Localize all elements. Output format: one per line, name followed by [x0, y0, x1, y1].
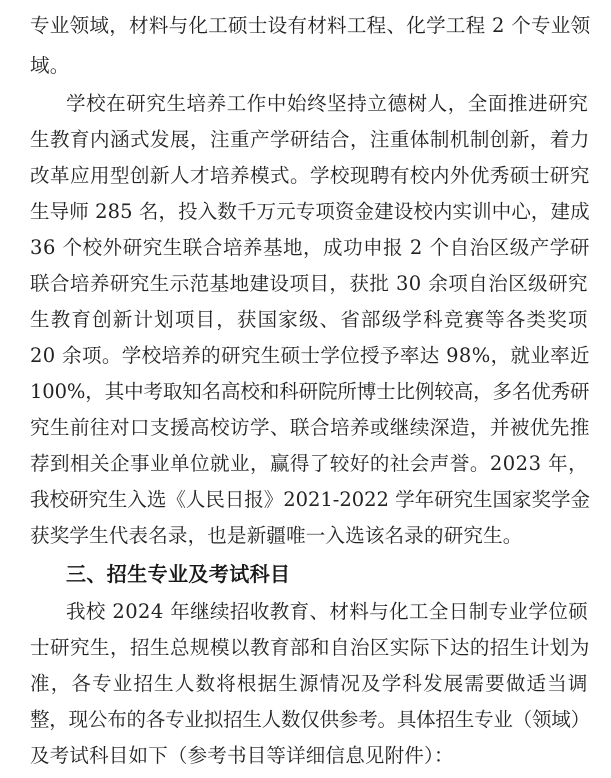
paragraph-3-line-1: 我校 2024 年继续招收教育、材料与化工全日制专业学位硕: [66, 600, 589, 623]
paragraph-2-line-11: 荐到相关企事业单位就业，赢得了较好的社会声誉。2023 年，: [30, 452, 589, 475]
paragraph-1-line-1: 专业领域，材料与化工硕士设有材料工程、化学工程 2 个专业领: [30, 14, 590, 37]
paragraph-2-line-5: 36 个校外研究生联合培养基地，成功申报 2 个自治区级产学研: [30, 236, 590, 259]
paragraph-2-line-13: 获奖学生代表名录，也是新疆唯一入选该名录的研究生。: [30, 524, 523, 547]
paragraph-3-line-2: 士研究生，招生总规模以教育部和自治区实际下达的招生计划为: [30, 636, 590, 659]
paragraph-2-line-4: 生导师 285 名，投入数千万元专项资金建设校内实训中心，建成: [30, 200, 590, 223]
paragraph-3-line-3: 准，各专业招生人数将根据生源情况及学科发展需要做适当调: [30, 672, 589, 695]
paragraph-2-line-2: 生教育内涵式发展，注重产学研结合，注重体制机制创新，着力: [30, 128, 590, 151]
paragraph-2-line-8: 20 余项。学校培养的研究生硕士学位授予率达 98%，就业率近: [30, 344, 590, 367]
paragraph-3-line-5: 及考试科目如下（参考书目等详细信息见附件）：: [30, 744, 454, 767]
paragraph-2-line-3: 改革应用型创新人才培养模式。学校现聘有校内外优秀硕士研究: [30, 164, 590, 187]
paragraph-2-line-1: 学校在研究生培养工作中始终坚持立德树人，全面推进研究: [66, 92, 589, 115]
section-heading: 三、招生专业及考试科目: [66, 562, 291, 586]
paragraph-2-line-7: 生教育创新计划项目，获国家级、省部级学科竞赛等各类奖项: [30, 308, 589, 331]
paragraph-2-line-9: 100%，其中考取知名高校和科研院所博士比例较高，多名优秀研: [30, 380, 590, 403]
paragraph-2-line-10: 究生前往对口支援高校访学、联合培养或继续深造，并被优先推: [30, 416, 590, 439]
paragraph-1-line-2: 域。: [30, 54, 70, 77]
paragraph-3-line-4: 整，现公布的各专业拟招生人数仅供参考。具体招生专业（领域）: [30, 708, 590, 731]
paragraph-2-line-6: 联合培养研究生示范基地建设项目，获批 30 余项自治区级研究: [30, 272, 589, 295]
paragraph-2-line-12: 我校研究生入选《人民日报》2021-2022 学年研究生国家奖学金: [30, 488, 590, 511]
